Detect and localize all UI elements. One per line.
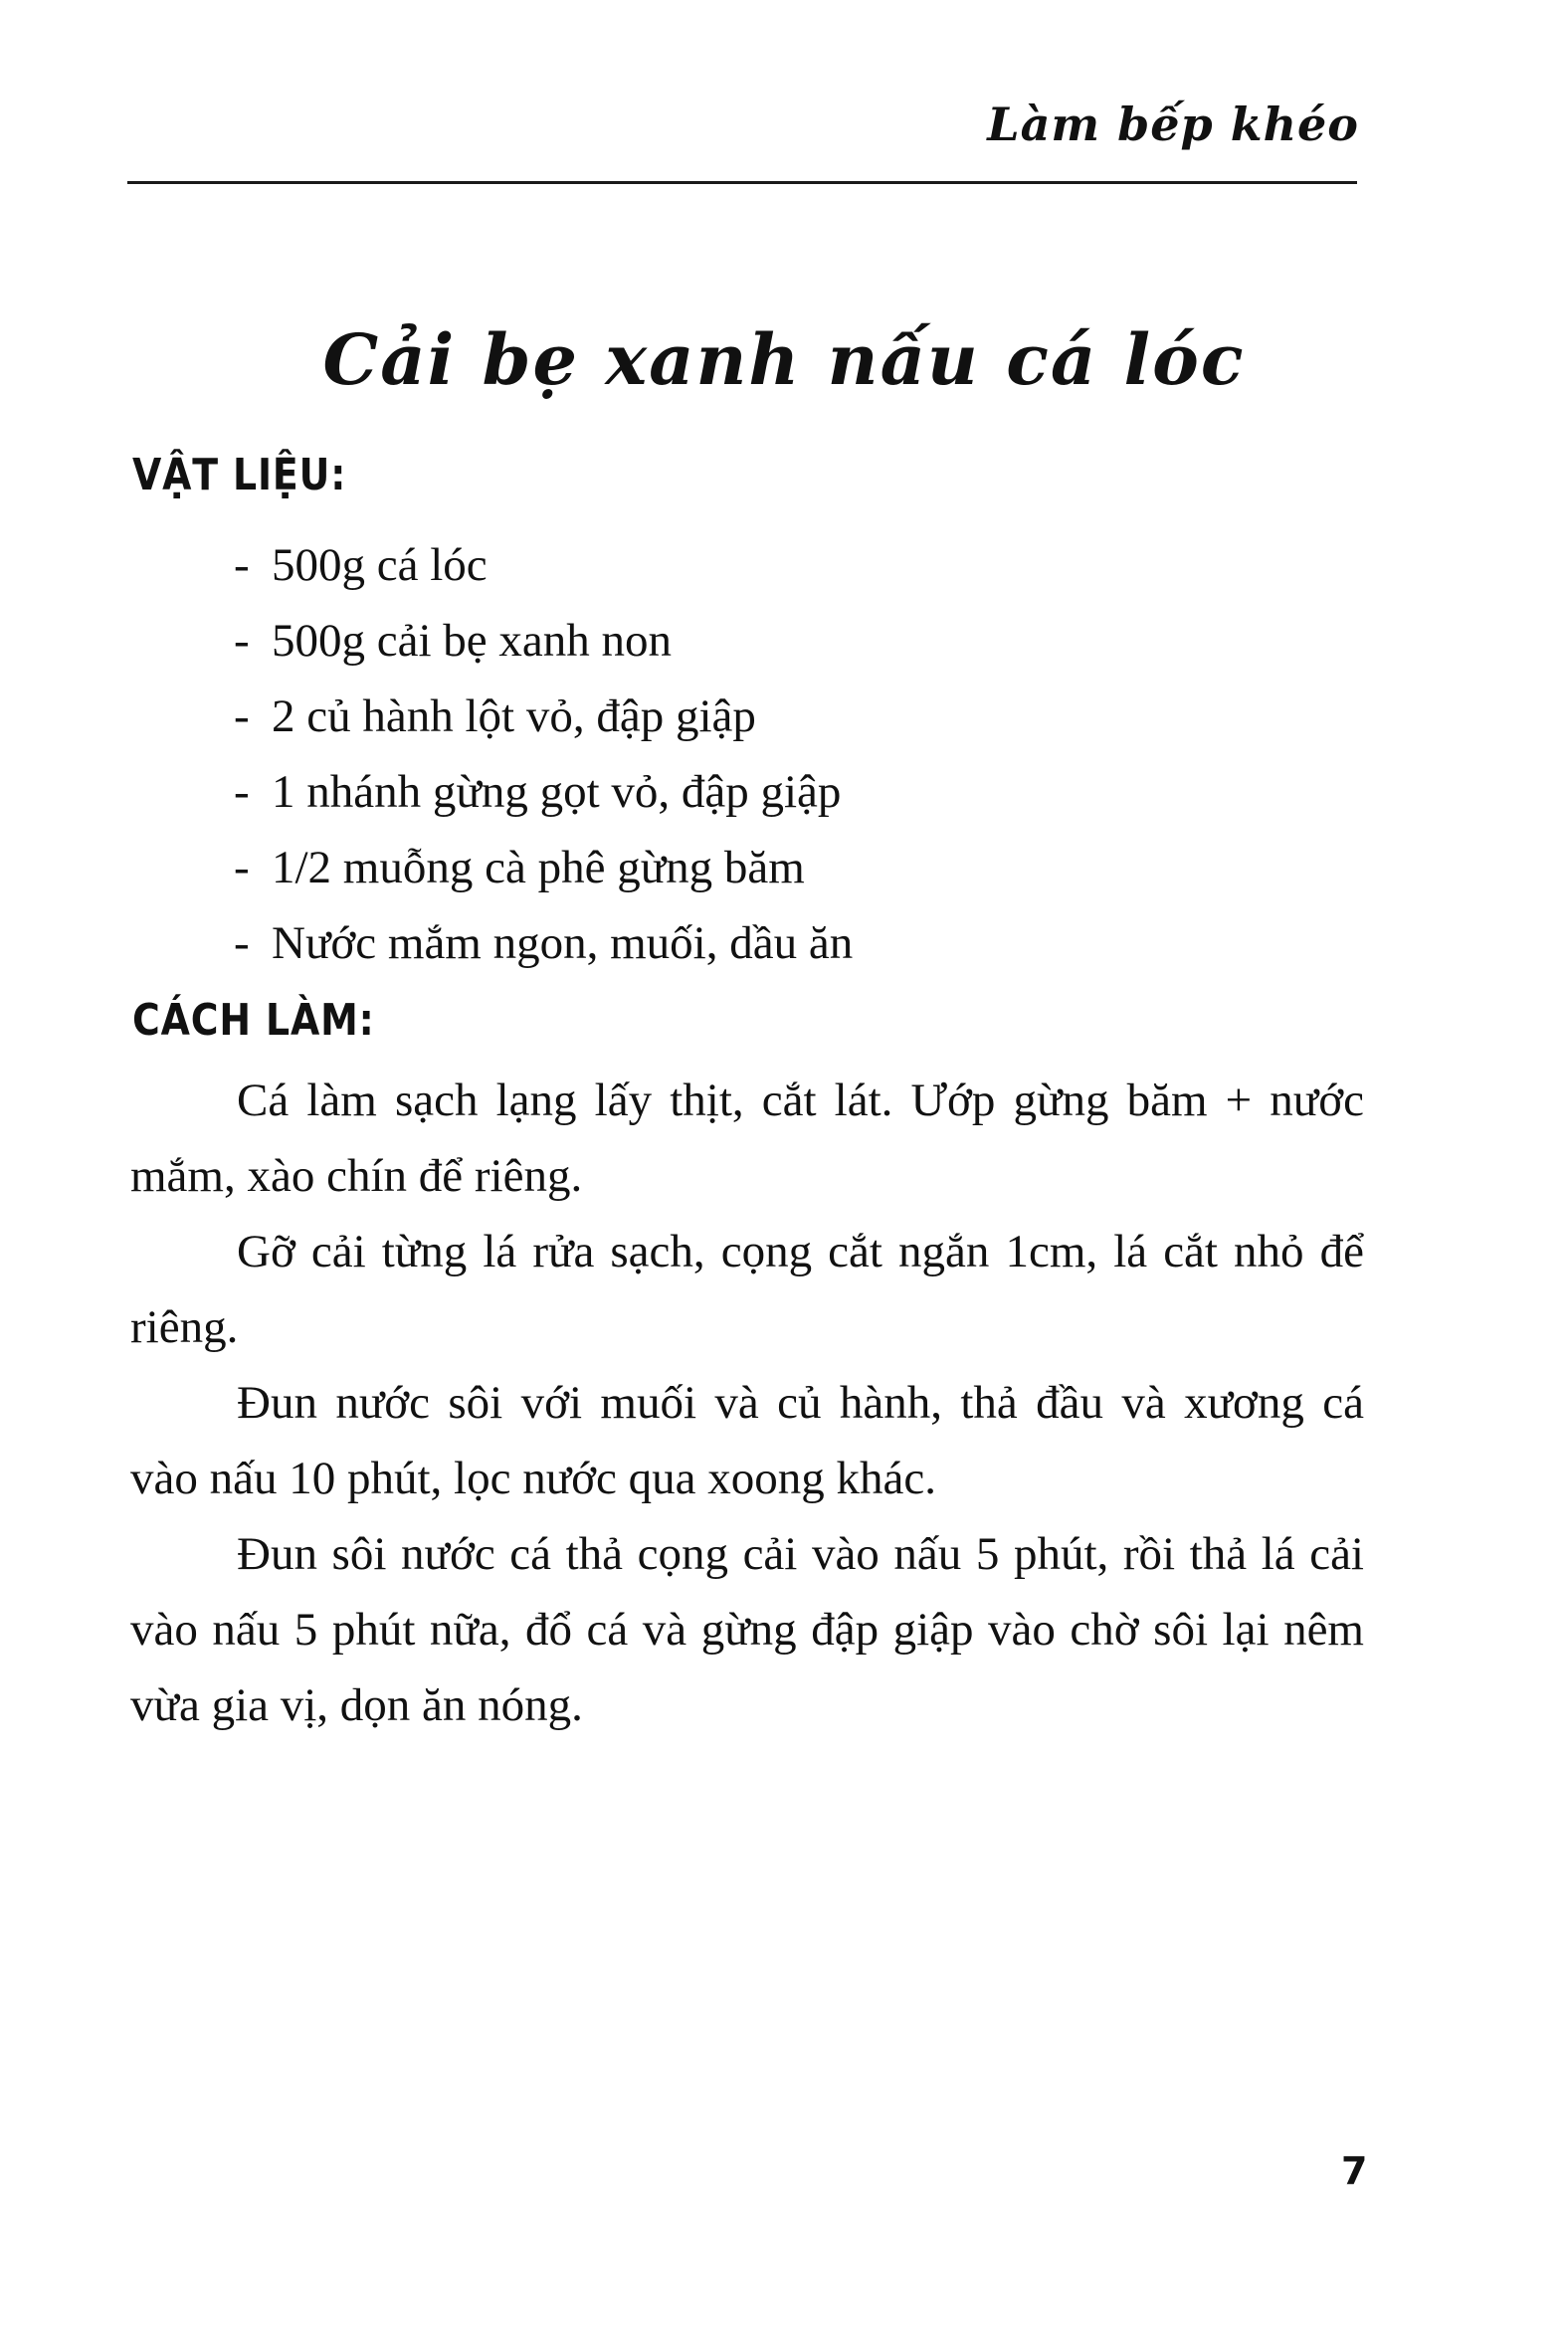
bullet-dash: - xyxy=(234,615,250,667)
method-paragraph: Đun nước sôi với muối và củ hành, thả đầu và xương cá vào nấu 10 phút, lọc nước qua xoong khác. xyxy=(130,1377,1364,1504)
ingredient-list xyxy=(234,527,853,981)
bullet-dash: - xyxy=(234,842,250,893)
ingredient-item xyxy=(234,905,853,981)
bullet-dash: - xyxy=(234,766,250,818)
ingredients-heading: VẬT LIỆU: xyxy=(132,450,347,500)
method-paragraph: Gỡ cải từng lá rửa sạch, cọng cắt ngắn 1cm, lá cắt nhỏ để riêng. xyxy=(130,1226,1364,1353)
running-header: Làm bếp khéo xyxy=(987,98,1359,151)
ingredient-text: 1/2 muỗng cà phê gừng băm xyxy=(272,842,805,893)
recipe-title: Cải bẹ xanh nấu cá lóc xyxy=(322,318,1246,401)
method-paragraph: Đun sôi nước cá thả cọng cải vào nấu 5 phút, rồi thả lá cải vào nấu 5 phút nữa, đổ cá và gừng đập giập vào chờ sôi lại nêm vừa gia vị, dọn ăn nóng. xyxy=(130,1528,1364,1731)
header-divider xyxy=(127,181,1357,184)
ingredient-item xyxy=(234,527,853,603)
ingredient-text: 500g cải bẹ xanh non xyxy=(272,615,673,667)
method-steps xyxy=(130,1063,1364,1743)
ingredient-item xyxy=(234,679,853,754)
ingredient-item xyxy=(234,830,853,905)
ingredient-text: 1 nhánh gừng gọt vỏ, đập giập xyxy=(272,766,842,818)
bullet-dash: - xyxy=(234,539,250,591)
method-paragraph: Cá làm sạch lạng lấy thịt, cắt lát. Ướp gừng băm + nước mắm, xào chín để riêng. xyxy=(130,1075,1364,1202)
ingredient-text: 500g cá lóc xyxy=(272,539,488,591)
ingredient-item xyxy=(234,754,853,830)
page-number: 7 xyxy=(1341,2149,1368,2193)
ingredient-text: 2 củ hành lột vỏ, đập giập xyxy=(272,690,756,742)
ingredient-text: Nước mắm ngon, muối, dầu ăn xyxy=(272,917,854,969)
bullet-dash: - xyxy=(234,917,250,969)
bullet-dash: - xyxy=(234,690,250,742)
method-heading: CÁCH LÀM: xyxy=(132,995,375,1046)
ingredient-item xyxy=(234,603,853,679)
